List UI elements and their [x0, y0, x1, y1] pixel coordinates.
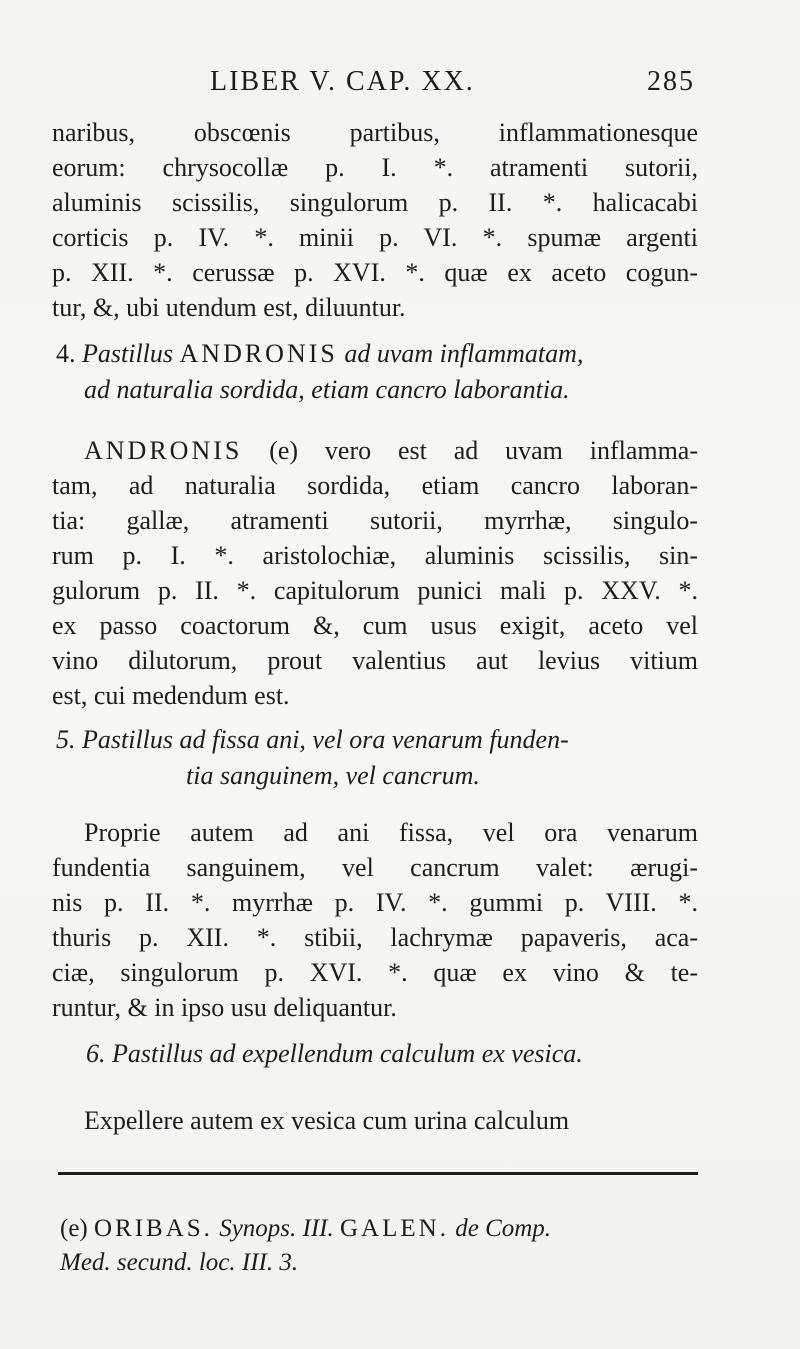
- text-line: naribus, obscœnis partibus, inflammationesque: [52, 118, 698, 147]
- text-line: runtur, & in ipso usu deliquantur.: [52, 993, 397, 1022]
- section-heading-5: [56, 722, 696, 794]
- footnote-rule: [58, 1172, 698, 1175]
- heading-line: [56, 336, 696, 372]
- heading-line: ad naturalia sordida, etiam cancro laborantia.: [84, 375, 570, 404]
- text-line: aluminis scissilis, singulorum p. II. *. halicacabi: [52, 188, 698, 217]
- paragraph-2: [52, 433, 698, 713]
- text-line: tur, &, ubi utendum est, diluuntur.: [52, 293, 406, 322]
- text-line: rum p. I. *. aristolochiæ, aluminis scissilis, sin-: [52, 541, 698, 570]
- text-line: ciæ, singulorum p. XVI. *. quæ ex vino & te-: [52, 958, 698, 987]
- text-line: fundentia sanguinem, vel cancrum valet: ærugi-: [52, 853, 698, 882]
- section-number: 4.: [56, 339, 76, 368]
- running-head: LIBER V. CAP. XX.: [210, 66, 475, 97]
- text-line: [52, 433, 698, 468]
- footnote-marker: (e): [60, 1215, 88, 1242]
- text-line: est, cui medendum est.: [52, 681, 290, 710]
- text-line: Expellere autem ex vesica cum urina calculum: [84, 1106, 570, 1135]
- heading-line: 6. Pastillus ad expellendum calculum ex vesica.: [86, 1039, 583, 1068]
- footnote-author: GALEN.: [340, 1215, 449, 1242]
- text-line: vino dilutorum, prout valentius aut levius vitium: [52, 646, 698, 675]
- text-line: corticis p. IV. *. minii p. VI. *. spumæ argenti: [52, 223, 698, 252]
- text-line: tam, ad naturalia sordida, etiam cancro laboran-: [52, 471, 698, 500]
- text-line: tia: gallæ, atramenti sutorii, myrrhæ, singulo-: [52, 506, 698, 535]
- text-line: thuris p. XII. *. stibii, lachrymæ papaveris, aca-: [52, 923, 698, 952]
- text-line: eorum: chrysocollæ p. I. *. atramenti sutorii,: [52, 153, 698, 182]
- paragraph-4: [84, 1103, 698, 1138]
- heading-line: 5. Pastillus ad fissa ani, vel ora venarum funden-: [56, 725, 569, 754]
- text-line: ex passo coactorum &, cum usus exigit, aceto vel: [52, 611, 698, 640]
- paragraph-1: [52, 115, 698, 325]
- text-line: nis p. II. *. myrrhæ p. IV. *. gummi p. VIII. *.: [52, 888, 698, 917]
- footnote: [60, 1212, 710, 1280]
- heading-name: ANDRONIS: [179, 339, 338, 368]
- heading-text: Pastillus: [82, 339, 174, 368]
- footnote-work: Synops. III.: [219, 1215, 334, 1242]
- text-fragment: (e) vero est ad uvam inflamma-: [269, 436, 698, 465]
- text-line: Proprie autem ad ani fissa, vel ora venarum: [84, 818, 698, 847]
- section-heading-4: [56, 336, 696, 408]
- footnote-line: [60, 1212, 710, 1246]
- section-heading-6: [86, 1036, 698, 1072]
- heading-text: ad uvam inflammatam,: [344, 339, 584, 368]
- page-header: [210, 66, 695, 106]
- author-name: ANDRONIS: [84, 436, 243, 465]
- heading-line: tia sanguinem, vel cancrum.: [186, 761, 480, 790]
- footnote-line: Med. secund. loc. III. 3.: [60, 1249, 299, 1276]
- text-line: p. XII. *. cerussæ p. XVI. *. quæ ex aceto cogun-: [52, 258, 698, 287]
- page-number: 285: [647, 66, 695, 97]
- footnote-author: ORIBAS.: [94, 1215, 213, 1242]
- paragraph-3: [52, 815, 698, 1025]
- footnote-work: de Comp.: [455, 1215, 552, 1242]
- text-line: gulorum p. II. *. capitulorum punici mali p. XXV. *.: [52, 576, 698, 605]
